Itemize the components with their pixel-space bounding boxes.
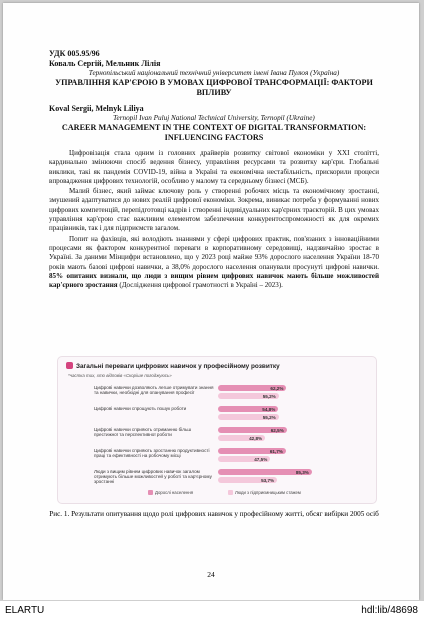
- paragraph-3-tail: (Дослідження цифрової грамотності в Україні – 2023).: [117, 281, 283, 290]
- figure-subtitle: *частка тих, хто відповів «Скоріше погоджуюсь»: [68, 373, 172, 378]
- paragraph-1: Цифровізація стала одним із головних драйверів розвитку світової економіки у XXI столітті, кардинально змінюючи спосіб ведення бізнесу, управління ресурсами та розвитку кар'єри. Глобальні виклики, такі як пандемія COVID-19, війна в Україні та економічна нестабільність, прискорили процеси впровадження цифрових технологій, особливо у малому та середньому бізнесі (МСБ).: [49, 149, 379, 185]
- affiliation-ua: Тернопільський національний технічний університет імені Івана Пулюя (Україна): [88, 69, 340, 77]
- article-content: [49, 49, 379, 291]
- bar-value-label: 54,8%: [262, 406, 276, 412]
- category-label: Цифрові навички сприяють отриманню більш престижної та перспективної роботи: [94, 427, 192, 438]
- figure-title: [66, 362, 280, 370]
- affiliation-en: Ternopil Ivan Puluj National Technical University, Ternopil (Ukraine): [113, 114, 315, 122]
- repository-name: ELARTU: [5, 605, 45, 616]
- legend-swatch: [228, 490, 233, 495]
- paragraph-3-bold: 85% опитаних визнали, що люди з вищим рівнем цифрових навичок мають більше можливостей кар'єрного зростання: [49, 271, 379, 290]
- page-number: 24: [207, 570, 215, 579]
- bar-value-label: 85,3%: [295, 469, 309, 475]
- figure-title-text: Загальні переваги цифрових навичок у професійному розвитку: [76, 363, 280, 370]
- bar-value-label: 42,8%: [249, 435, 263, 441]
- viewer-footer: [0, 600, 424, 621]
- category-label: Цифрові навички спрощують пошук роботи: [94, 406, 187, 411]
- category-label: Цифрові навички дозволяють легше отримувати знання та навички, необхідні для опанування професії: [94, 385, 214, 396]
- figure-caption: Рис. 1. Результати опитування щодо ролі цифрових навичок у професійному житті, обсяг вибірки 2005 осіб: [49, 510, 379, 518]
- authors-ua: Коваль Сергій, Мельник Лілія: [49, 59, 161, 68]
- bar-value-label: 61,7%: [269, 448, 283, 454]
- paragraph-2: Малий бізнес, який займає ключову роль у створенні робочих місць та економічному зростанні, змушений адаптуватися до нових реалій цифрової економіки. Зокрема, виникає потреба у формуванні нових цифрових компетенцій, перепідготовці кадрів і створенні індивідуальних кар'єрних траєкторій. В цих умовах управління кар'єрою стає важливим елементом забезпечення конкурентоспроможності як для окремих працівників, так і для підприємств загалом.: [49, 187, 379, 233]
- legend-label: Дорослі населення: [155, 490, 194, 495]
- category-label: Люди з вищим рівнем цифрових навичок загалом отримують більше можливостей у роботі та кар'єрному зростанні: [94, 469, 212, 485]
- document-page: [3, 3, 419, 600]
- bar-value-label: 62,2%: [270, 385, 284, 391]
- authors-en: Koval Sergii, Melnyk Liliya: [49, 104, 144, 113]
- survey-figure: [57, 356, 377, 504]
- title-en: CAREER MANAGEMENT IN THE CONTEXT OF DIGITAL TRANSFORMATION: INFLUENCING FACTORS: [61, 123, 367, 142]
- legend-swatch: [148, 490, 153, 495]
- figure-marker-icon: [66, 362, 73, 369]
- legend-label: Люди з підприємницьким стажем: [235, 490, 301, 495]
- title-ua: УПРАВЛІННЯ КАР'ЄРОЮ В УМОВАХ ЦИФРОВОЇ ТРАНСФОРМАЦІЇ: ФАКТОРИ ВПЛИВУ: [55, 78, 373, 97]
- legend-item: [148, 490, 193, 495]
- bar-value-label: 55,2%: [262, 393, 276, 399]
- category-label: Цифрові навички сприяють зростанню продуктивності праці та ефективності на робочому місці: [94, 448, 210, 459]
- paragraph-3: [49, 235, 379, 291]
- paragraph-3-text: Попит на фахівців, які володіють знаннями у сфері цифрових практик, пов'язаних з інноваційними процесами як фактором конкурентної переваги в корпоративному середовищі, надзвичайно зростає в Україні. За даними Мінцифри встановлено, що у 2023 році майже 93% дорослого населення України 18-70 років мають базові цифрові навички, а 38,0% дорослого населення опанували просунуті цифрові навички.: [49, 234, 379, 271]
- bar-value-label: 47,5%: [254, 456, 268, 462]
- handle-id[interactable]: hdl:lib/48698: [361, 605, 418, 616]
- bar-value-label: 53,7%: [261, 477, 275, 483]
- udc-code: УДК 005.95/96: [49, 49, 100, 58]
- bar-value-label: 55,2%: [262, 414, 276, 420]
- legend-item: [228, 490, 301, 495]
- bar-value-label: 62,5%: [270, 427, 284, 433]
